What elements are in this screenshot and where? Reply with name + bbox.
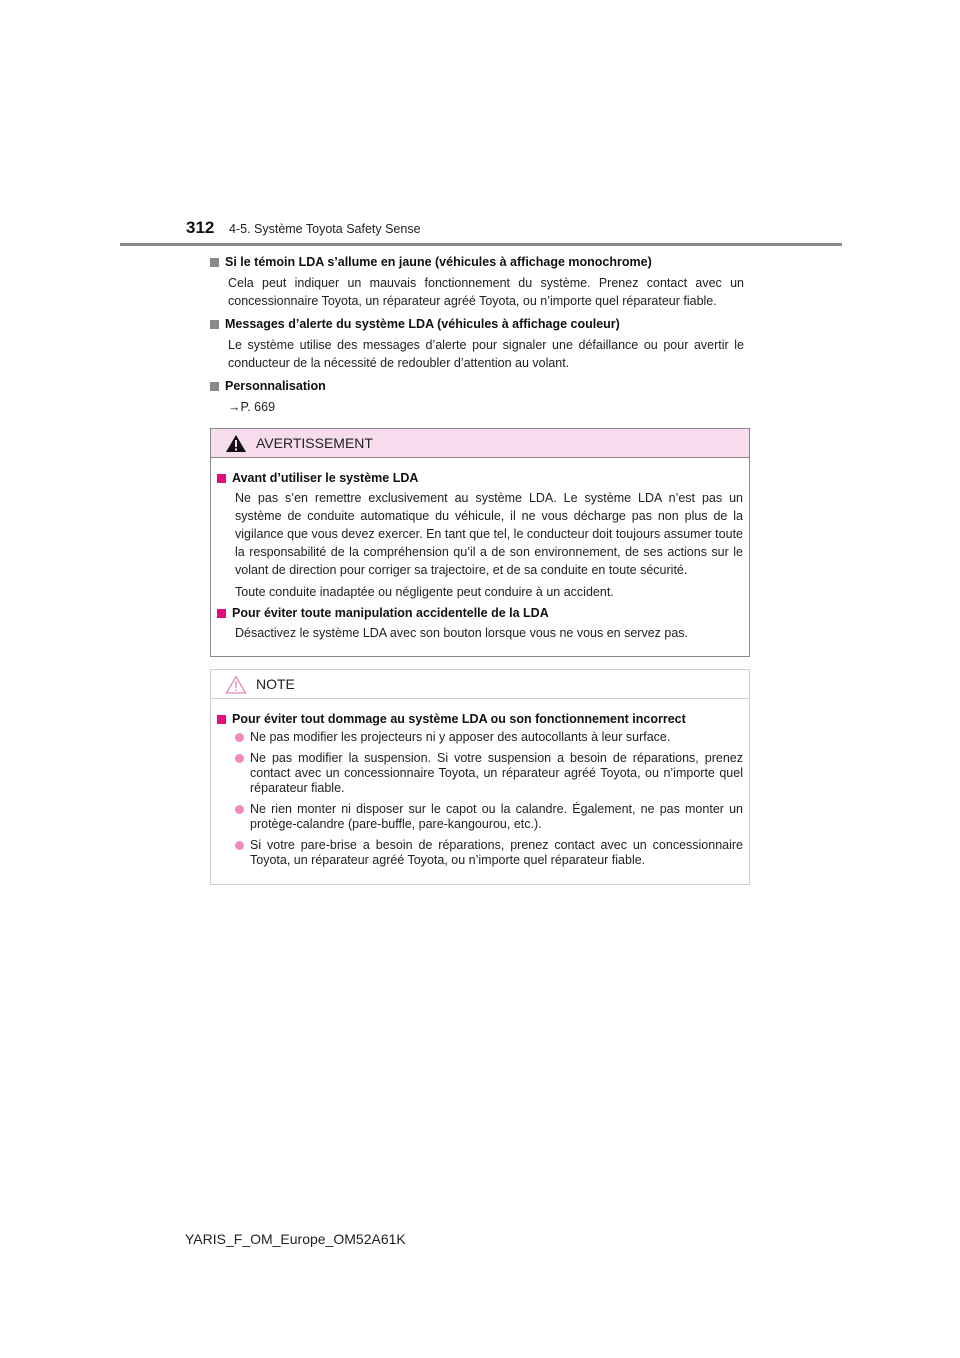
note-title: NOTE — [256, 676, 295, 692]
note-bullet — [235, 730, 743, 745]
warning-box-header — [211, 429, 749, 458]
section-heading — [210, 316, 750, 333]
page-content — [210, 254, 750, 885]
warning-box — [210, 428, 750, 657]
chapter-title: 4-5. Système Toyota Safety Sense — [229, 222, 421, 236]
warning-item-heading — [217, 470, 743, 487]
section-lda-alert-messages — [210, 316, 750, 372]
pink-dot-icon — [235, 733, 244, 742]
section-heading — [210, 254, 750, 271]
note-heading — [217, 711, 743, 728]
note-heading-text: Pour éviter tout dommage au système LDA ou son fonctionnement incorrect — [232, 712, 686, 726]
section-lda-yellow-indicator — [210, 254, 750, 310]
caution-triangle-outline-icon — [225, 675, 247, 694]
note-box-body — [211, 699, 749, 884]
note-bullet-text: Ne pas modifier les projecteurs ni y apposer des autocollants à leur surface. — [250, 730, 671, 744]
note-bullet-text: Ne pas modifier la suspension. Si votre suspension a besoin de réparations, prenez contact avec un concessionnaire Toyota, un réparateur agréé Toyota, ou n’importe quel réparateur fiable. — [250, 751, 743, 795]
warning-item-heading — [217, 605, 743, 622]
warning-paragraph: Toute conduite inadaptée ou négligente peut conduire à un accident. — [235, 585, 614, 599]
note-box-header — [211, 670, 749, 699]
section-heading — [210, 378, 750, 395]
note-box — [210, 669, 750, 885]
warning-triangle-icon — [225, 434, 247, 453]
section-personalisation — [210, 378, 750, 416]
pink-dot-icon — [235, 754, 244, 763]
warning-title: AVERTISSEMENT — [256, 435, 373, 451]
section-text: Cela peut indiquer un mauvais fonctionnement du système. Prenez contact avec un concessionnaire Toyota, un réparateur agréé Toyota, ou n’importe quel réparateur fiable. — [228, 276, 744, 308]
grey-square-icon — [210, 258, 219, 267]
section-text: Le système utilise des messages d’alerte pour signaler une défaillance ou pour avertir le conducteur de la nécessité de redoubler d’attention au volant. — [228, 338, 744, 370]
note-bullet-text: Ne rien monter ni disposer sur le capot ou la calandre. Également, ne pas monter un protège-calandre (pare-buffle, pare-kangourou, etc.). — [250, 802, 743, 831]
note-bullet — [235, 802, 743, 832]
pink-square-icon — [217, 609, 226, 618]
section-heading-text: Personnalisation — [225, 379, 326, 393]
warning-item-heading-text: Avant d’utiliser le système LDA — [232, 471, 419, 485]
section-heading-text: Messages d’alerte du système LDA (véhicules à affichage couleur) — [225, 317, 620, 331]
warning-paragraph: Ne pas s’en remettre exclusivement au système LDA. Le système LDA n’est pas un système de conduite automatique du véhicule, il ne vous décharge pas non plus de la vigilance que vous devez exercer. En tant que tel, le conducteur doit toujours assumer toute la responsabilité de la compréhension qu’il a de son environnement, de ses actions sur le volant de direction pour corriger sa trajectoire, et de sa conduite en toute sécurité. — [235, 491, 743, 577]
page-reference-link[interactable]: →P. 669 — [228, 400, 276, 414]
document-id-footer: YARIS_F_OM_Europe_OM52A61K — [185, 1231, 406, 1247]
pink-square-icon — [217, 474, 226, 483]
grey-square-icon — [210, 382, 219, 391]
note-bullet — [235, 838, 743, 868]
warning-paragraph: Désactivez le système LDA avec son bouton lorsque vous ne vous en servez pas. — [235, 626, 689, 640]
pink-dot-icon — [235, 841, 244, 850]
warning-item-heading-text: Pour éviter toute manipulation accidentelle de la LDA — [232, 606, 549, 620]
warning-box-body — [211, 458, 749, 656]
section-heading-text: Si le témoin LDA s’allume en jaune (véhicules à affichage monochrome) — [225, 255, 652, 269]
grey-square-icon — [210, 320, 219, 329]
header-divider — [120, 243, 842, 246]
note-bullet-text: Si votre pare-brise a besoin de réparations, prenez contact avec un concessionnaire Toyota, un réparateur agréé Toyota, ou n’importe quel réparateur fiable. — [250, 838, 743, 867]
pink-square-icon — [217, 715, 226, 724]
pink-dot-icon — [235, 805, 244, 814]
page-number: 312 — [186, 218, 215, 237]
note-bullet — [235, 751, 743, 796]
